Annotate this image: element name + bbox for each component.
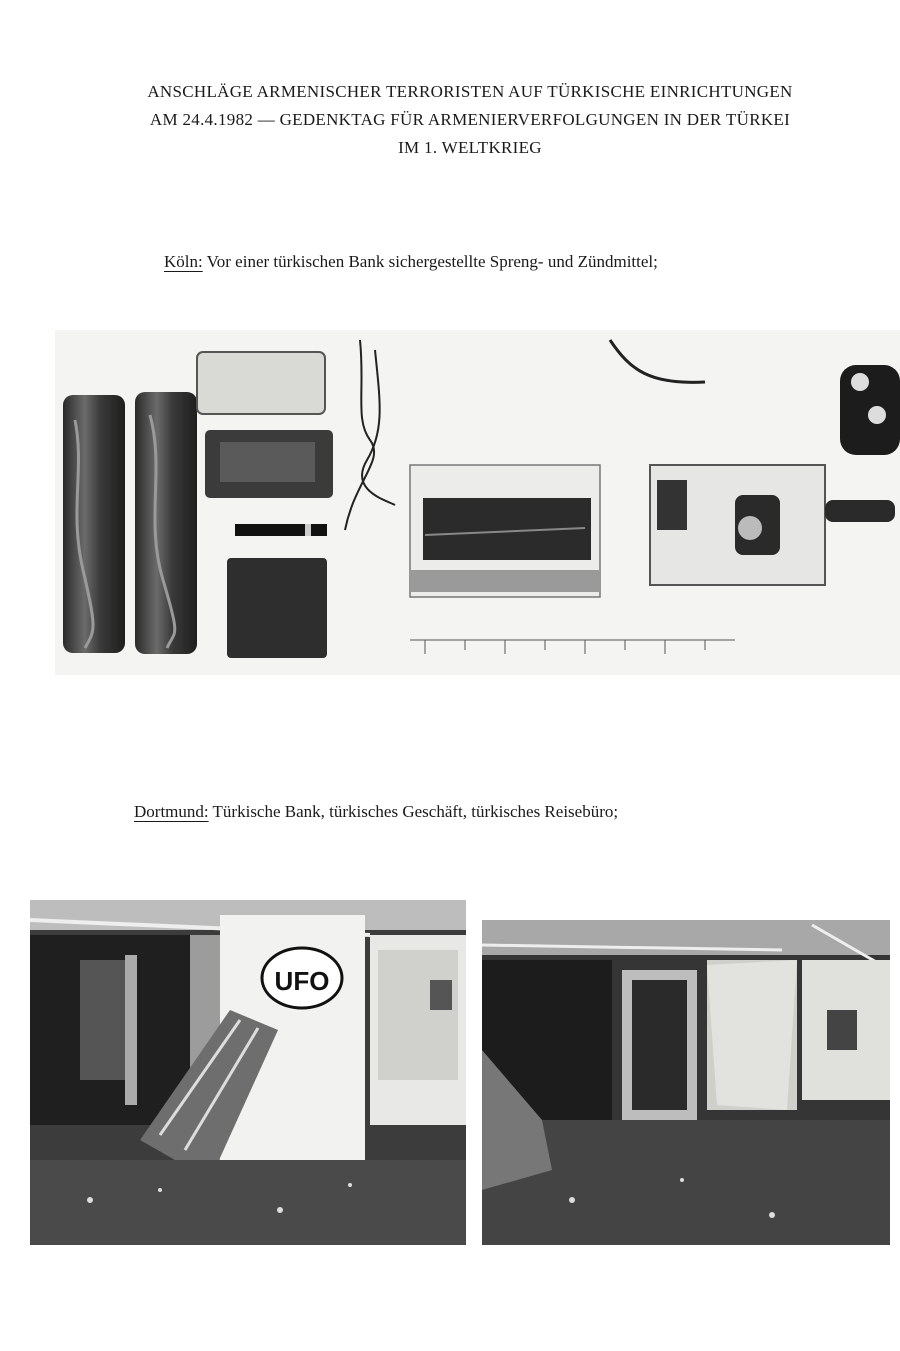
heading-line-3: IM 1. WELTKRIEG [398,138,542,157]
caption-koeln [164,252,658,272]
battery-clip [840,365,900,455]
photo-dortmund-travel-agency [30,900,466,1245]
caption-dortmund [134,802,618,822]
heading-line-2: AM 24.4.1982 — GEDENKTAG FÜR ARMENIERVERFOLGUNGEN IN DER TÜRKEI [149,110,791,129]
photo-koeln-explosives [55,330,900,675]
photo-dortmund-bank [482,920,890,1245]
explosive-stick-left [63,395,125,653]
dark-block [227,558,327,658]
heading-line-1: ANSCHLÄGE ARMENISCHER TERRORISTEN AUF TÜRKISCHE EINRICHTUNGEN [147,82,793,101]
matchbox [410,465,600,597]
document-heading [40,78,900,162]
caption-koeln-text: Vor einer türkischen Bank sichergestellte Spreng- und Zündmittel; [202,252,658,271]
detonator [235,524,327,536]
caption-dortmund-place: Dortmund: [134,802,209,821]
ufo-logo-text: UFO [274,966,330,996]
explosive-stick-right [135,392,197,654]
caption-koeln-place: Köln: [164,252,203,271]
caption-dortmund-text: Türkische Bank, türkisches Geschäft, türkisches Reisebüro; [208,802,619,821]
white-package [197,352,325,414]
